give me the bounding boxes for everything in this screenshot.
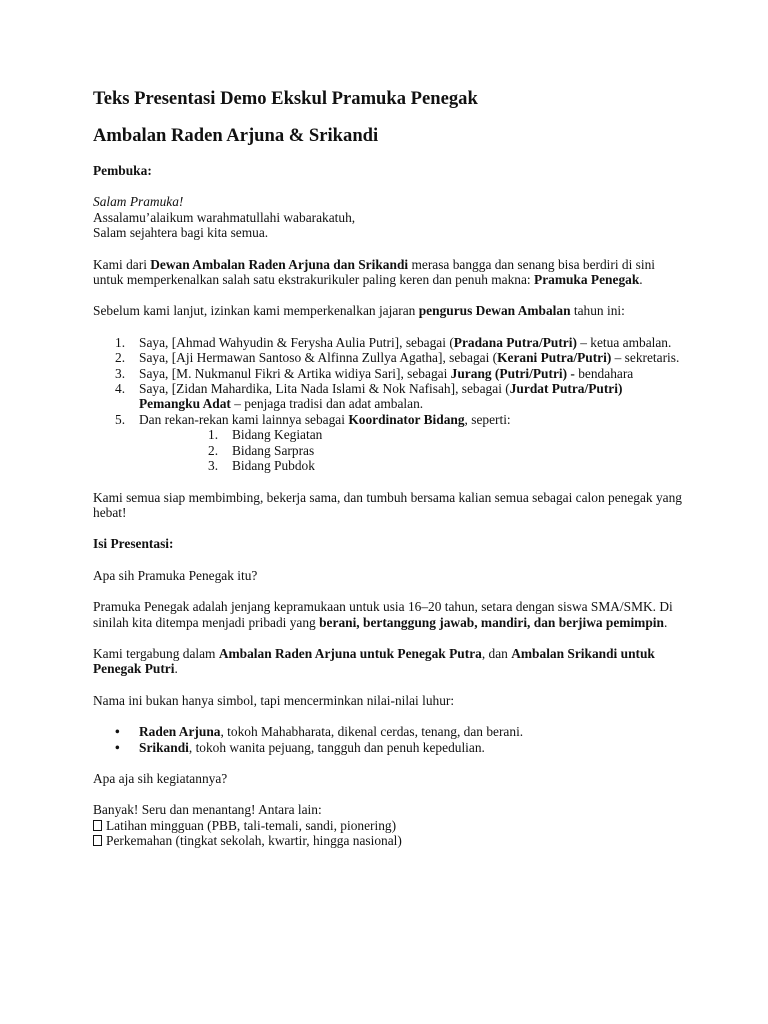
list-number: 1. (115, 334, 126, 350)
activity-line (93, 833, 683, 848)
values-bullet-list (93, 724, 683, 755)
ambalan-text: , dan (481, 645, 512, 661)
closing-intro-paragraph: Kami semua siap membimbing, bekerja sama, dan tumbuh bersama kalian semua sebagai calon penegak yang hebat! (93, 489, 682, 520)
bullet-icon: • (115, 724, 120, 740)
intro-text: Kami dari (93, 256, 151, 272)
sublist-item-text: Bidang Kegiatan (232, 427, 323, 443)
sublist-item (139, 443, 683, 458)
ambalan-paragraph (93, 646, 683, 677)
values-intro-paragraph: Nama ini bukan hanya simbol, tapi mencerminkan nilai-nilai luhur: (93, 692, 455, 708)
list-item-bold: Koordinator Bidang (348, 411, 465, 427)
question-paragraph: Apa sih Pramuka Penegak itu? (93, 567, 258, 583)
bullet-item-bold: Srikandi (139, 739, 189, 755)
list-item-bold: Jurang (Putri/Putri) - (450, 365, 575, 381)
intro-text: . (639, 272, 643, 288)
list-item (93, 335, 683, 350)
intro-bold: Pramuka Penegak (534, 272, 640, 288)
officers-intro-text: tahun ini: (570, 303, 625, 319)
intro-bold: Dewan Ambalan Raden Arjuna dan Srikandi (150, 256, 409, 272)
sublist-item-text: Bidang Pubdok (232, 458, 315, 474)
activities-intro-line: Banyak! Seru dan menantang! Antara lain: (93, 802, 322, 818)
document-page (93, 88, 683, 849)
list-item (93, 381, 683, 412)
document-subtitle: Ambalan Raden Arjuna & Srikandi (93, 125, 379, 146)
opening-heading: Pembuka: (93, 163, 152, 178)
activity-line (93, 818, 683, 833)
greeting-text: Salam Pramuka! (93, 194, 184, 210)
ambalan-text: . (174, 661, 178, 677)
officers-intro-paragraph (93, 303, 683, 318)
bullet-item (93, 740, 683, 755)
intro-paragraph (93, 257, 683, 288)
salam-sejahtera-line: Salam sejahtera bagi kita semua. (93, 225, 269, 241)
list-item (93, 366, 683, 381)
intro-text: merasa bangga dan senang bisa berdiri di sini untuk memperkenalkan salah satu ekstrakurikuler paling keren dan penuh makna: (93, 256, 656, 288)
list-item-text: Saya, [Zidan Mahardika, Lita Nada Islami & Nok Nafisah], sebagai ( (139, 381, 510, 397)
document-title: Teks Presentasi Demo Ekskul Pramuka Penegak (93, 88, 478, 109)
content-heading: Isi Presentasi: (93, 536, 174, 552)
list-item-bold: Kerani Putra/Putri) (497, 350, 612, 366)
list-item (93, 350, 683, 365)
fields-sublist (139, 427, 683, 473)
list-item-text: Dan rekan-rekan kami lainnya sebagai (139, 411, 349, 427)
definition-text: . (663, 614, 668, 630)
list-item-text: Saya, [M. Nukmanul Fikri & Artika widiya Sari], sebagai (139, 365, 451, 381)
sublist-item (139, 458, 683, 473)
list-item-text: Saya, [Aji Hermawan Santoso & Alfinna Zullya Agatha], sebagai ( (139, 350, 498, 366)
ambalan-bold: Ambalan Srikandi untuk Penegak Putri (93, 645, 655, 677)
bullet-icon: • (115, 739, 120, 755)
list-item-text: , seperti: (464, 411, 511, 427)
list-item-bold: Pradana Putra/Putri) (453, 334, 577, 350)
bullet-item-bold: Raden Arjuna (139, 724, 221, 740)
activity-text: Perkemahan (tingkat sekolah, kwartir, hingga nasional) (106, 833, 402, 849)
list-item-text: Saya, [Ahmad Wahyudin & Ferysha Aulia Putri], sebagai ( (139, 334, 454, 350)
sublist-number: 1. (208, 427, 219, 443)
definition-text: Pramuka Penegak adalah jenjang kepramukaan untuk usia 16–20 tahun, setara dengan siswa SMA/SMK. Di sinilah kita ditempa menjadi pribadi yang (93, 599, 673, 630)
definition-bold: berani, bertanggung jawab, mandiri, dan berjiwa pemimpin (319, 614, 664, 630)
list-number: 5. (115, 411, 126, 427)
list-number: 4. (115, 381, 126, 397)
list-item-text: – sekretaris. (611, 350, 680, 366)
list-item-text: – penjaga tradisi dan adat ambalan. (230, 396, 424, 412)
list-number: 3. (115, 365, 126, 381)
sublist-number: 2. (208, 442, 219, 458)
bullet-item-text: , tokoh Mahabharata, dikenal cerdas, tenang, dan berani. (220, 724, 524, 740)
sublist-item (139, 427, 683, 442)
definition-paragraph (93, 599, 683, 630)
list-number: 2. (115, 350, 126, 366)
activity-text: Latihan mingguan (PBB, tali-temali, sandi, pionering) (106, 817, 397, 833)
officers-intro-text: Sebelum kami lanjut, izinkan kami memperkenalkan jajaran (93, 303, 419, 319)
list-item-text: – ketua ambalan. (576, 334, 672, 350)
greeting-line (93, 194, 683, 209)
bullet-item (93, 724, 683, 739)
officers-list (93, 335, 683, 474)
list-item-bold: Jurdat Putra/Putri) Pemangku Adat (139, 381, 623, 412)
list-item-text: bendahara (574, 365, 634, 381)
officers-intro-bold: pengurus Dewan Ambalan (418, 303, 571, 319)
sublist-item-text: Bidang Sarpras (232, 442, 315, 458)
missing-glyph-icon (93, 835, 102, 846)
bullet-item-text: , tokoh wanita pejuang, tangguh dan penuh kepedulian. (188, 739, 485, 755)
salam-line: Assalamu’alaikum warahmatullahi wabarakatuh, (93, 209, 356, 225)
question-paragraph: Apa aja sih kegiatannya? (93, 770, 228, 786)
ambalan-bold: Ambalan Raden Arjuna untuk Penegak Putra (218, 645, 482, 661)
list-item (93, 412, 683, 474)
missing-glyph-icon (93, 820, 102, 831)
ambalan-text: Kami tergabung dalam (93, 645, 219, 661)
sublist-number: 3. (208, 458, 219, 474)
